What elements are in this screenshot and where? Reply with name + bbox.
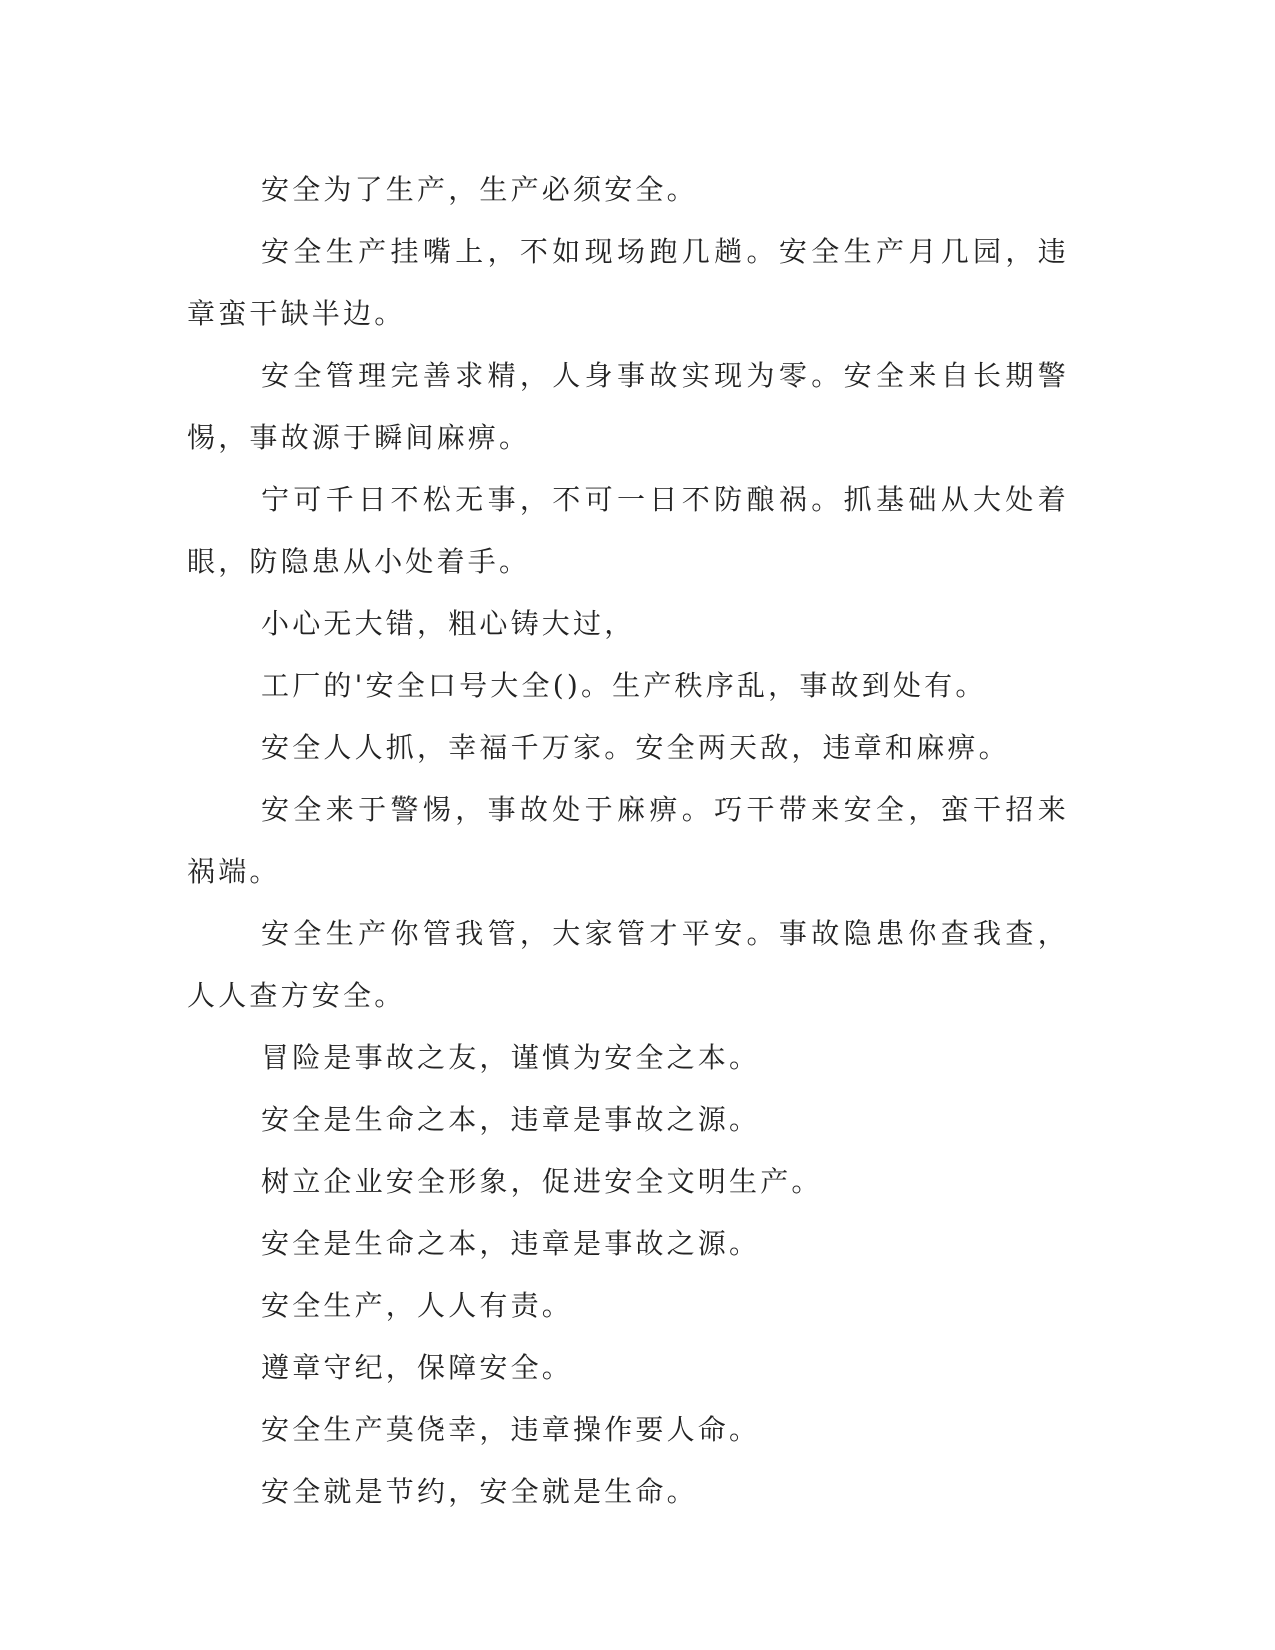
paragraph: 安全生产，人人有责。 [261,1289,574,1322]
paragraph: 小心无大错，粗心铸大过， [261,607,636,640]
paragraph: 安全就是节约，安全就是生命。 [261,1475,698,1508]
paragraph: 安全生产你管我管，大家管才平安。事故隐患你查我查，人人查方安全。 [187,917,1069,1012]
paragraph: 树立企业安全形象，促进安全文明生产。 [261,1165,823,1198]
paragraph: 安全是生命之本，违章是事故之源。 [261,1227,761,1260]
paragraph: 安全生产挂嘴上，不如现场跑几趟。安全生产月几园，违章蛮干缺半边。 [187,235,1069,330]
paragraph: 安全是生命之本，违章是事故之源。 [261,1103,761,1136]
paragraph: 安全管理完善求精，人身事故实现为零。安全来自长期警惕，事故源于瞬间麻痹。 [187,359,1069,454]
paragraph: 遵章守纪，保障安全。 [261,1351,574,1384]
paragraph: 安全来于警惕，事故处于麻痹。巧干带来安全，蛮干招来祸端。 [187,793,1069,888]
paragraph: 安全生产莫侥幸，违章操作要人命。 [261,1413,761,1446]
paragraph: 安全为了生产，生产必须安全。 [261,173,698,206]
paragraph: 安全人人抓，幸福千万家。安全两天敌，违章和麻痹。 [261,731,1010,764]
document-body [187,159,1069,1523]
paragraph: 冒险是事故之友，谨慎为安全之本。 [261,1041,761,1074]
paragraph: 工厂的'安全口号大全()。生产秩序乱，事故到处有。 [261,669,987,702]
paragraph: 宁可千日不松无事，不可一日不防酿祸。抓基础从大处着眼，防隐患从小处着手。 [187,483,1069,578]
